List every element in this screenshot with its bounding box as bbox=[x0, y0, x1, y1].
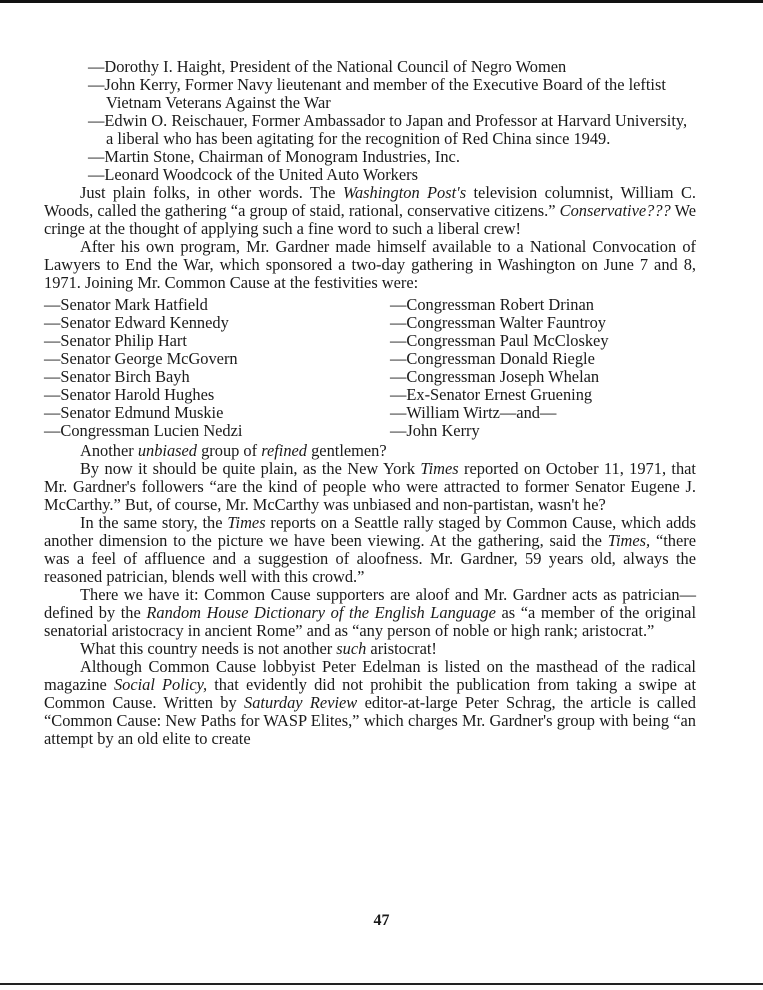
list-item: —John Kerry, Former Navy lieutenant and member of the Executive Board of the leftist Vietnam Veterans Against the War bbox=[88, 75, 666, 112]
list-item: —Martin Stone, Chairman of Monogram Industries, Inc. bbox=[88, 147, 460, 166]
text-run: that evidently did not prohibit the publication from taking a swipe at Common Cause. Written by bbox=[44, 675, 696, 712]
text-run: What this country needs is not another bbox=[80, 639, 337, 658]
paragraph-another-unbiased bbox=[44, 442, 696, 460]
paragraph-just-plain-folks bbox=[44, 184, 696, 238]
bottom-rule bbox=[0, 983, 763, 985]
paragraph-convocation: After his own program, Mr. Gardner made himself available to a National Convocation of Lawyers to End the War, which sponsored a two-day gathering in Washington on June 7 and 8, 1971. Joining Mr. Common Cause at the festivities were: bbox=[44, 237, 696, 292]
list-item: —Senator Harold Hughes bbox=[44, 385, 215, 404]
list-item: —Senator Birch Bayh bbox=[44, 367, 190, 386]
list-item: —Ex-Senator Ernest Gruening bbox=[390, 385, 593, 404]
text-run: There we have it: Common Cause supporters are aloof and Mr. Gardner acts as patrician—defined by the bbox=[44, 585, 696, 622]
attendee-list-left bbox=[44, 296, 390, 440]
text-run: Just plain folks, in other words. The bbox=[80, 183, 343, 202]
list-item: —Senator Mark Hatfield bbox=[44, 295, 208, 314]
text-run: Another bbox=[80, 441, 138, 460]
list-item: —Leonard Woodcock of the United Auto Workers bbox=[88, 165, 418, 184]
text-run: editor-at-large Peter Schrag, the article is called “Common Cause: New Paths for WASP Elites,” which charges Mr. Gardner's group with being “an attempt by an old elite to create bbox=[44, 693, 696, 748]
list-item: —Congressman Walter Fauntroy bbox=[390, 313, 606, 332]
paragraph-seattle-rally bbox=[44, 514, 696, 586]
text-run: gentlemen? bbox=[307, 441, 387, 460]
text-run: as “a member of the original senatorial aristocracy in ancient Rome” and as “any person of noble or high rank; aristocrat.” bbox=[44, 603, 697, 640]
italic-run: Saturday Review bbox=[244, 693, 358, 712]
text-run: We cringe at the thought of applying such a fine word to such a liberal crew! bbox=[44, 201, 697, 238]
italic-run: Social Policy, bbox=[113, 675, 208, 694]
list-item: —Edwin O. Reischauer, Former Ambassador to Japan and Professor at Harvard University, a liberal who has been agitating for the recognition of Red China since 1949. bbox=[88, 111, 688, 148]
paragraph-what-this-country-needs bbox=[44, 640, 696, 658]
italic-run: refined bbox=[261, 441, 308, 460]
list-item: —Senator George McGovern bbox=[44, 349, 238, 368]
italic-run: Random House Dictionary of the English Language bbox=[146, 603, 496, 622]
text-run: “there was a feel of affluence and a suggestion of aloofness. Mr. Gardner, 59 years old, always the reasoned patrician, blends well with this crowd.” bbox=[44, 531, 696, 586]
text-run: reports on a Seattle rally staged by Common Cause, which adds another dimension to the picture we have been viewing. At the gathering, said the bbox=[44, 513, 696, 550]
list-item: —Congressman Donald Riegle bbox=[390, 349, 595, 368]
list-item: —John Kerry bbox=[390, 421, 480, 440]
italic-run: unbiased bbox=[137, 441, 197, 460]
paragraph-there-we-have-it bbox=[44, 586, 696, 640]
text-run: television columnist, William C. Woods, called the gathering “a group of staid, rational, conservative citizens.” bbox=[44, 183, 696, 220]
text-run: reported on October 11, 1971, that Mr. Gardner's followers “are the kind of people who were attracted to former Senator Eugene J. McCarthy.” But, of course, Mr. McCarthy was unbiased and non-partistan, wasn't he? bbox=[44, 459, 696, 514]
text-run: Although Common Cause lobbyist Peter Edelman is listed on the masthead of the radical magazine bbox=[44, 657, 696, 694]
italic-run: Times, bbox=[607, 531, 651, 550]
text-run: In the same story, the bbox=[80, 513, 228, 532]
paragraph-edelman bbox=[44, 658, 696, 748]
paragraph-by-now bbox=[44, 460, 696, 514]
list-item: —Dorothy I. Haight, President of the National Council of Negro Women bbox=[88, 57, 567, 76]
list-item: —Congressman Paul McCloskey bbox=[390, 331, 609, 350]
attendee-list-right bbox=[390, 296, 652, 440]
list-item: —Congressman Joseph Whelan bbox=[390, 367, 600, 386]
intro-list bbox=[88, 58, 696, 184]
text-run: By now it should be quite plain, as the New York bbox=[80, 459, 421, 478]
list-item: —Senator Edmund Muskie bbox=[44, 403, 224, 422]
top-rule bbox=[0, 0, 763, 3]
italic-run: Conservative??? bbox=[559, 201, 671, 220]
list-item: —Senator Edward Kennedy bbox=[44, 313, 229, 332]
italic-run: such bbox=[336, 639, 367, 658]
italic-run: Times bbox=[227, 513, 266, 532]
list-item: —Senator Philip Hart bbox=[44, 331, 187, 350]
italic-run: Times bbox=[420, 459, 459, 478]
page-body bbox=[44, 58, 696, 748]
list-item: —William Wirtz—and— bbox=[390, 403, 557, 422]
list-item: —Congressman Robert Drinan bbox=[390, 295, 594, 314]
italic-run: Washington Post's bbox=[342, 183, 467, 202]
attendee-columns bbox=[44, 296, 696, 440]
text-run: aristocrat! bbox=[366, 639, 437, 658]
list-item: —Congressman Lucien Nedzi bbox=[44, 421, 243, 440]
text-run: group of bbox=[197, 441, 262, 460]
page-number: 47 bbox=[373, 912, 390, 929]
